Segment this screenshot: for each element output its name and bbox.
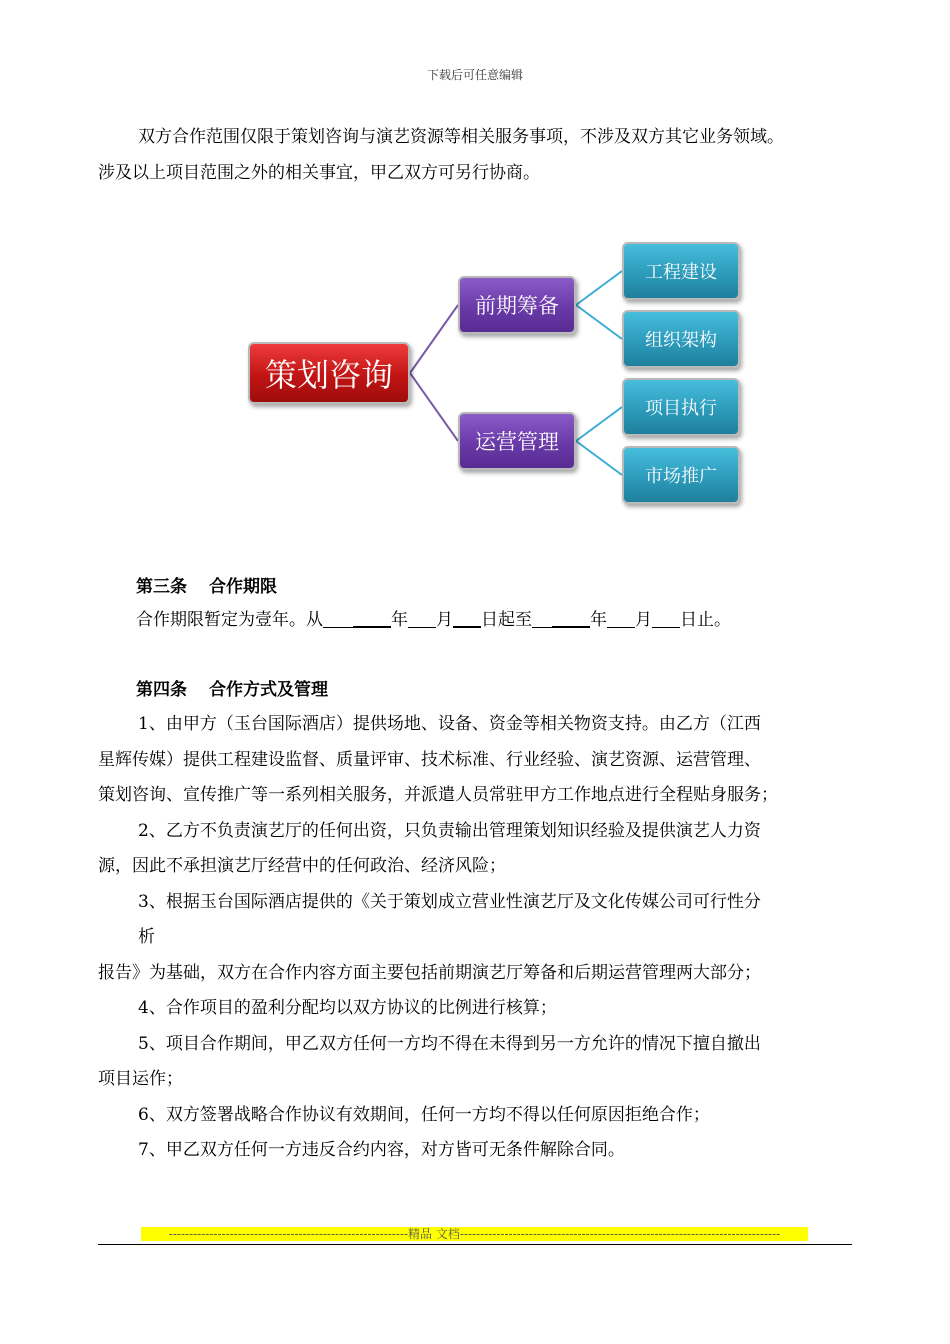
footer-dashes-right: ------------------------------------------------------------------------------- <box>459 1227 781 1241</box>
clause-line: 7、甲乙双方任何一方违反合约内容，对方皆可无条件解除合同。 <box>138 1140 625 1160</box>
section-4-number: 第四条 <box>136 680 187 700</box>
clause-line: 策划咨询、宣传推广等一系列相关服务，并派遣人员常驻甲方工作地点进行全程贴身服务； <box>98 785 778 805</box>
clause-line: 源，因此不承担演艺厅经营中的任何政治、经济风险； <box>98 856 506 876</box>
blank-year-start-b <box>353 608 391 628</box>
diagram-leaf-execution: 项目执行 <box>622 378 740 436</box>
diagram-branch-operations: 运营管理 <box>458 412 576 470</box>
section-4-title: 合作方式及管理 <box>209 680 328 700</box>
diagram-root-node: 策划咨询 <box>248 342 410 404</box>
blank-day-start <box>453 608 481 628</box>
section-3-number: 第三条 <box>136 577 187 597</box>
blank-month-start <box>408 609 436 628</box>
page-header: 下载后可任意编辑 <box>426 68 523 82</box>
footer-banner <box>141 1227 808 1241</box>
term-text-until: 日起至 <box>481 610 532 630</box>
term-text-year: 年 <box>391 610 408 630</box>
section-4-heading <box>136 678 328 702</box>
section-3-title: 合作期限 <box>209 577 277 597</box>
section-4-body <box>98 707 858 1169</box>
clause-line: 星辉传媒）提供工程建设监督、质量评审、技术标准、行业经验、演艺资源、运营管理、 <box>98 749 761 770</box>
section-3-heading <box>136 575 277 599</box>
term-text-month: 月 <box>436 610 453 630</box>
term-text-month-end: 月 <box>635 610 652 630</box>
clause-line: 析 <box>138 927 155 947</box>
blank-year-end-a <box>532 609 552 628</box>
scope-line-1: 双方合作范围仅限于策划咨询与演艺资源等相关服务事项，不涉及双方其它业务领域。 <box>138 127 784 147</box>
blank-year-start-a <box>323 609 353 628</box>
clause-line: 报告》为基础，双方在合作内容方面主要包括前期演艺厅筹备和后期运营管理两大部分； <box>98 962 761 983</box>
footer-rule <box>98 1244 852 1245</box>
clause-line: 5、项目合作期间，甲乙双方任何一方均不得在未得到另一方允许的情况下擅自撤出 <box>138 1033 761 1054</box>
term-text-end: 日止。 <box>680 610 731 630</box>
diagram-leaf-marketing: 市场推广 <box>622 446 740 504</box>
connector-branch1-leaf1 <box>576 271 622 305</box>
term-text-start: 合作期限暂定为壹年。从 <box>136 610 323 630</box>
footer-label: 精品 文档 <box>408 1227 460 1241</box>
blank-month-end <box>607 609 635 628</box>
term-text-year-end: 年 <box>590 610 607 630</box>
consulting-diagram <box>240 232 750 522</box>
blank-year-end-b <box>552 608 590 628</box>
clause-line: 1、由甲方（玉台国际酒店）提供场地、设备、资金等相关物资支持。由乙方（江西 <box>138 714 761 734</box>
clause-line: 项目运作； <box>98 1069 183 1089</box>
clause-line: 6、双方签署战略合作协议有效期间，任何一方均不得以任何原因拒绝合作； <box>138 1104 710 1125</box>
diagram-leaf-engineering: 工程建设 <box>622 242 740 300</box>
connector-branch2-leaf1 <box>576 407 622 441</box>
scope-line-2: 涉及以上项目范围之外的相关事宜，甲乙双方可另行协商。 <box>98 163 540 183</box>
connector-branch1-leaf2 <box>576 305 622 339</box>
clause-line: 4、合作项目的盈利分配均以双方协议的比例进行核算； <box>138 998 557 1018</box>
clause-line: 3、根据玉台国际酒店提供的《关于策划成立营业性演艺厅及文化传媒公司可行性分 <box>138 891 761 912</box>
connector-branch2-leaf2 <box>576 441 622 475</box>
connector-root-branch1 <box>410 305 458 373</box>
footer-dashes-left: ----------------------------------------------------------- <box>168 1227 409 1241</box>
clause-line: 2、乙方不负责演艺厅的任何出资，只负责输出管理策划知识经验及提供演艺人力资 <box>138 820 761 841</box>
scope-paragraph <box>98 119 858 191</box>
diagram-leaf-organization: 组织架构 <box>622 310 740 368</box>
diagram-branch-preparation: 前期筹备 <box>458 276 576 334</box>
connector-root-branch2 <box>410 373 458 441</box>
term-line <box>136 607 731 633</box>
blank-day-end <box>652 609 680 628</box>
